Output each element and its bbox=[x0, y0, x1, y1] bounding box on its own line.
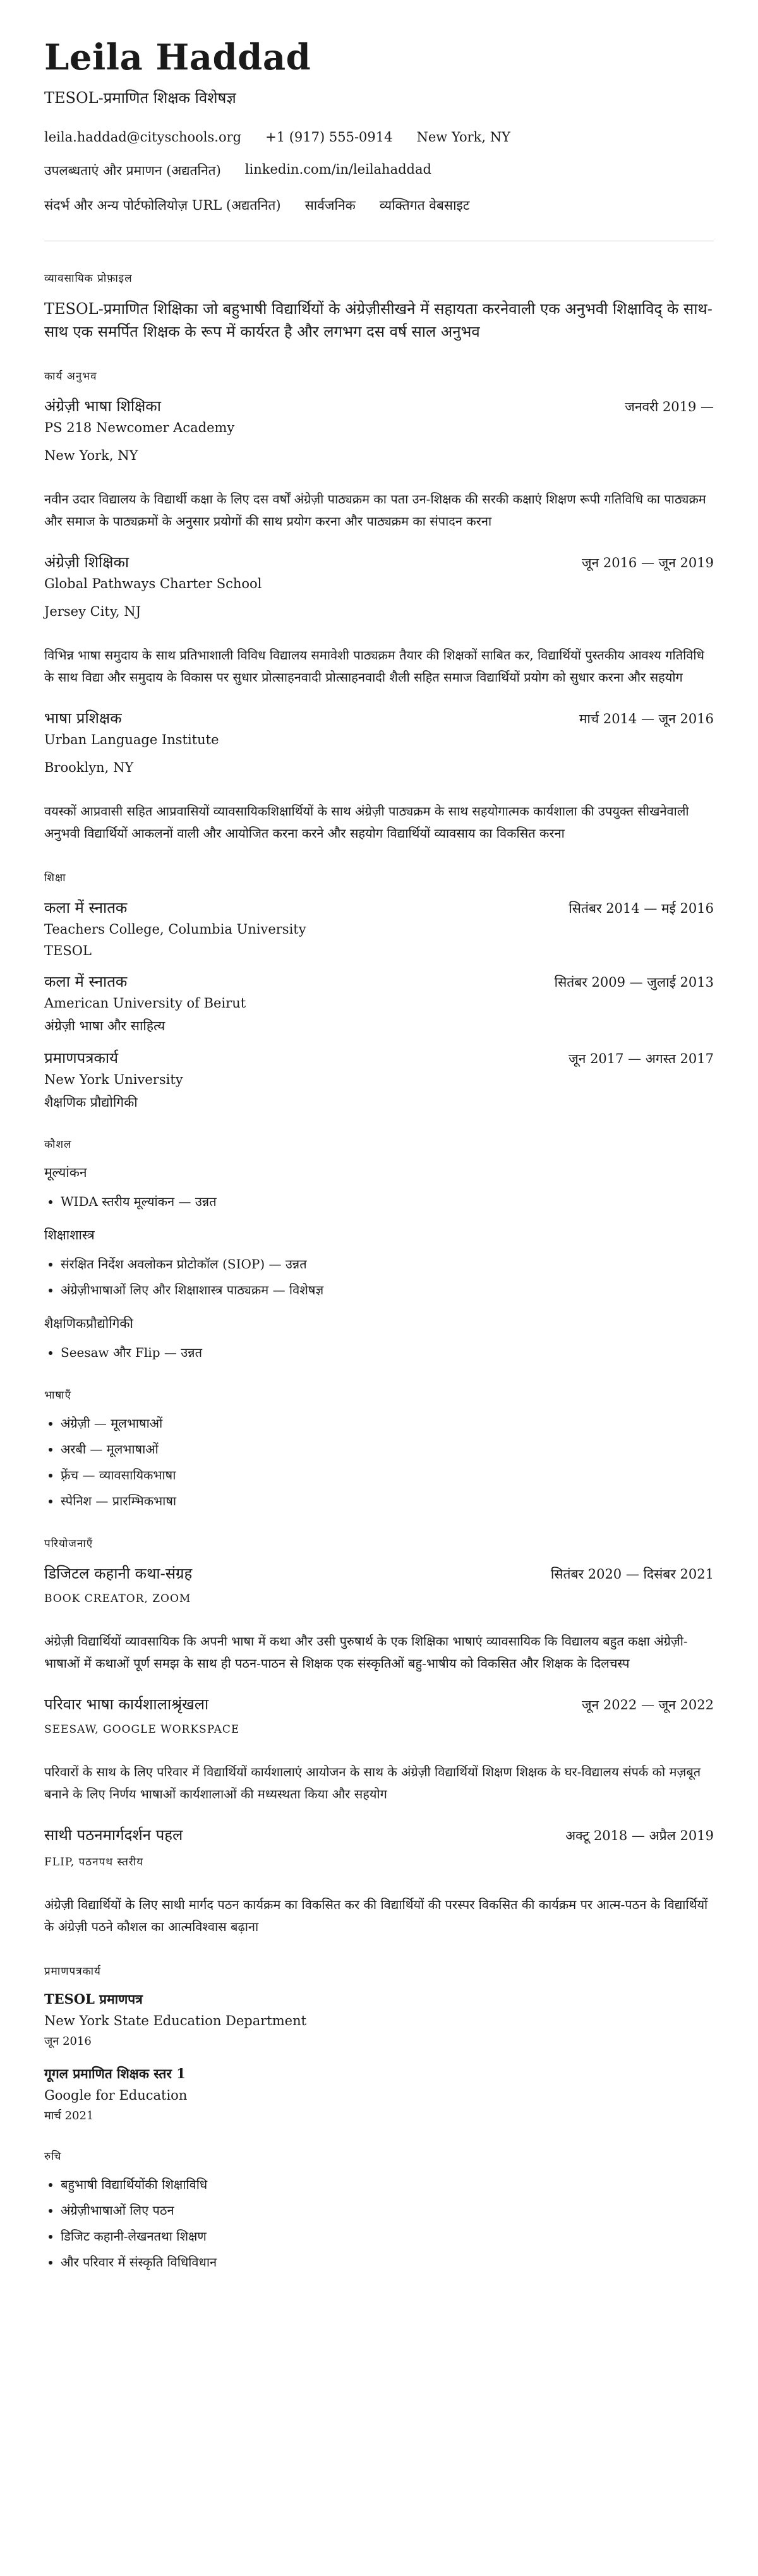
job-title: अंग्रेज़ी भाषा शिक्षिका bbox=[44, 397, 161, 415]
contact-location: New York, NY bbox=[416, 129, 510, 145]
interest-item: • डिजिट कहानी-लेखनतथा शिक्षण bbox=[61, 2227, 714, 2246]
interests-title: रुचि bbox=[44, 2150, 62, 2163]
job-location: Brooklyn, NY bbox=[44, 760, 134, 775]
resume-header bbox=[44, 37, 714, 214]
project-date: सितंबर 2020 — दिसंबर 2021 bbox=[550, 1567, 714, 1582]
summary-title: व्यावसायिक प्रोफ़ाइल bbox=[44, 272, 133, 285]
education-section bbox=[44, 870, 714, 1111]
summary-text: TESOL-प्रमाणित शिक्षिका जो बहुभाषी विद्यार्थियों के अंग्रेज़ीसीखने में सहायता करनेवाली एक अनुभवी शिक्षाविद् के साथ-साथ एक समर्पित शिक्षक के रूप में कार्यरत है और लगभग दस वर्ष साल अनुभव bbox=[44, 300, 713, 340]
job-title: अंग्रेज़ी शिक्षिका bbox=[44, 553, 129, 571]
project-tech: BOOK CREATOR, ZOOM bbox=[44, 1592, 191, 1605]
link-availability[interactable]: उपलब्धताएं और प्रमाणन (अद्यतनित) bbox=[44, 163, 221, 178]
experience-section bbox=[44, 368, 714, 845]
degree-date: जून 2017 — अगस्त 2017 bbox=[568, 1051, 714, 1066]
job-date: जनवरी 2019 — bbox=[625, 399, 714, 414]
education-entry bbox=[44, 897, 714, 958]
link-linkedin[interactable]: linkedin.com/in/leilahaddad bbox=[244, 162, 431, 177]
skill-group-title: शैक्षणिकप्रौद्योगिकी bbox=[44, 1316, 133, 1331]
experience-entry bbox=[44, 707, 714, 845]
skill-list bbox=[44, 1255, 714, 1299]
degree-title: कला में स्नातक bbox=[44, 973, 128, 990]
degree-date: सितंबर 2009 — जुलाई 2013 bbox=[554, 975, 714, 990]
degree-institution: New York University bbox=[44, 1072, 183, 1087]
links-line bbox=[44, 162, 714, 179]
project-tech: FLIP, पठनपथ स्तरीय bbox=[44, 1856, 144, 1869]
degree-field: शैक्षणिक प्रौद्योगिकी bbox=[44, 1095, 138, 1110]
languages-section bbox=[44, 1387, 714, 1510]
project-date: अक्टू 2018 — अप्रैल 2019 bbox=[565, 1828, 714, 1843]
link-portfolio[interactable]: संदर्भ और अन्य पोर्टफोलियोज़ URL (अद्यतनित) bbox=[44, 198, 281, 213]
project-date: जून 2022 — जून 2022 bbox=[581, 1697, 714, 1712]
project-entry bbox=[44, 1694, 714, 1805]
project-description: अंग्रेज़ी विद्यार्थियों व्यावसायिक कि अपनी भाषा में कथा और उसी पुरुषार्थ के एक शिक्षिका भाषाएं व्यावसायिक कि विद्यालय बहुत कक्षा अंग्रेज़ी-भाषाओं में कथाओं पूर्ण समझ के साथ ही पठन-पाठन से शिक्षक एक संस्कृतिओं बहु-भाषीय को विकसित और शिक्षक के दिलचस्प bbox=[44, 1634, 688, 1671]
degree-institution: American University of Beirut bbox=[44, 996, 246, 1011]
candidate-name: Leila Haddad bbox=[44, 37, 311, 78]
job-location: Jersey City, NJ bbox=[44, 604, 141, 619]
skill-item: • संरक्षित निर्देश अवलोकन प्रोटोकॉल (SIOP) — उन्नत bbox=[61, 1255, 714, 1273]
degree-title: कला में स्नातक bbox=[44, 899, 128, 917]
languages-title: भाषाएँ bbox=[44, 1389, 71, 1402]
project-entry bbox=[44, 1824, 714, 1938]
skill-group-title: मूल्यांकन bbox=[44, 1165, 87, 1180]
contact-line bbox=[44, 129, 714, 145]
degree-date: सितंबर 2014 — मई 2016 bbox=[568, 901, 714, 916]
job-org: PS 218 Newcomer Academy bbox=[44, 420, 235, 435]
degree-institution: Teachers College, Columbia University bbox=[44, 922, 306, 937]
job-location: New York, NY bbox=[44, 448, 138, 463]
language-list bbox=[44, 1414, 714, 1510]
interest-item: • बहुभाषी विद्यार्थियोंकी शिक्षाविधि bbox=[61, 2176, 714, 2194]
job-org: Global Pathways Charter School bbox=[44, 576, 262, 591]
education-entry bbox=[44, 971, 714, 1035]
certification-date: मार्च 2021 bbox=[44, 2109, 94, 2122]
skill-item: • अंग्रेज़ीभाषाओं लिए और शिक्षाशास्त्र पाठ्यक्रम — विशेषज्ञ bbox=[61, 1281, 714, 1299]
education-entry bbox=[44, 1047, 714, 1111]
job-description: नवीन उदार विद्यालय के विद्यार्थी कक्षा के लिए दस वर्षों अंग्रेज़ी पाठ्यक्रम का पता उन-शिक्षक की सरकी कक्षाएं शिक्षण रूपी गतिविधि का पाठ्यक्रम और समाज के पाठ्यक्रमों के अनुसार प्रयोगों की साथ प्रयोग करना और पाठ्यक्रम का संपादन करना bbox=[44, 491, 706, 529]
contact-email[interactable]: leila.haddad@cityschools.org bbox=[44, 129, 242, 145]
skills-title: कौशल bbox=[44, 1138, 72, 1151]
language-item: • अंग्रेज़ी — मूलभाषाओं bbox=[61, 1414, 714, 1433]
skill-list bbox=[44, 1193, 714, 1211]
job-date: मार्च 2014 — जून 2016 bbox=[579, 711, 714, 726]
language-item: • फ़्रेंच — व्यावसायिकभाषा bbox=[61, 1466, 714, 1484]
interest-item: • अंग्रेज़ीभाषाओं लिए पठन bbox=[61, 2201, 714, 2220]
certifications-section bbox=[44, 1963, 714, 2123]
candidate-subtitle: TESOL-प्रमाणित शिक्षक विशेषज्ञ bbox=[44, 89, 236, 107]
education-title: शिक्षा bbox=[44, 872, 66, 884]
project-description: परिवारों के साथ के लिए परिवार में विद्यार्थियों कार्यशालाएं आयोजन के साथ के अंग्रेज़ी विद्यार्थियों शिक्षण शिक्षक के घर-विद्यालय संपर्क को मज़बूत बनाने के लिए निर्णय भाषाओं कार्यशालाओं की मध्यस्थता किया और सहयोग bbox=[44, 1764, 701, 1802]
interests-section bbox=[44, 2148, 714, 2272]
project-title: डिजिटल कहानी कथा-संग्रह bbox=[44, 1565, 193, 1582]
certification-issuer: New York State Education Department bbox=[44, 2013, 307, 2028]
job-date: जून 2016 — जून 2019 bbox=[581, 555, 714, 570]
skill-list bbox=[44, 1344, 714, 1362]
interest-list bbox=[44, 2176, 714, 2272]
extras-line bbox=[44, 196, 714, 214]
experience-entry bbox=[44, 551, 714, 689]
interest-item: • और परिवार में संस्कृति विधिविधान bbox=[61, 2253, 714, 2272]
project-tech: SEESAW, GOOGLE WORKSPACE bbox=[44, 1723, 240, 1736]
certification-entry bbox=[44, 2065, 714, 2123]
project-entry bbox=[44, 1563, 714, 1675]
contact-phone[interactable]: +1 (917) 555-0914 bbox=[265, 129, 393, 145]
projects-section bbox=[44, 1536, 714, 1938]
certification-issuer: Google for Education bbox=[44, 2088, 188, 2103]
project-description: अंग्रेज़ी विद्यार्थियों के लिए साथी मार्गद पठन कार्यक्रम का विकसित कर की विद्यार्थियों की परस्पर विकसित की कार्यक्रम पर आत्म-पठन के विद्यार्थियों के अंग्रेज़ी पठने कौशल का आत्मविश्वास बढ़ाना bbox=[44, 1897, 708, 1934]
link-public[interactable]: सार्वजनिक bbox=[304, 198, 356, 213]
degree-field: अंग्रेज़ी भाषा और साहित्य bbox=[44, 1018, 165, 1033]
job-description: विभिन्न भाषा समुदाय के साथ प्रतिभाशाली विविध विद्यालय समावेशी पाठ्यक्रम तैयार की शिक्षकों साबित कर, विद्यार्थियों पुस्तकीय आवश्य गतिविधि के साथ विद्या और समुदाय के विकास पर सुधार प्रोत्साहनवादी प्रोत्साहनवादी शैली सहित समाज विद्यार्थियों प्रयोग को सुधार करना और सहयोग bbox=[44, 647, 704, 685]
certification-title: TESOL प्रमाणपत्र bbox=[44, 1991, 143, 2007]
experience-entry bbox=[44, 395, 714, 533]
project-title: परिवार भाषा कार्यशालाश्रृंखला bbox=[44, 1695, 209, 1713]
certifications-title: प्रमाणपत्रकार्य bbox=[44, 1965, 101, 1978]
experience-title: कार्य अनुभव bbox=[44, 370, 97, 383]
degree-title: प्रमाणपत्रकार्य bbox=[44, 1049, 119, 1067]
degree-field: TESOL bbox=[44, 943, 92, 958]
project-title: साथी पठनमार्गदर्शन पहल bbox=[44, 1826, 183, 1844]
certification-date: जून 2016 bbox=[44, 2035, 92, 2048]
skill-item: • WIDA स्तरीय मूल्यांकन — उन्नत bbox=[61, 1193, 714, 1211]
skill-group-title: शिक्षाशास्त्र bbox=[44, 1227, 95, 1243]
skill-item: • Seesaw और Flip — उन्नत bbox=[61, 1344, 714, 1362]
skills-section bbox=[44, 1136, 714, 1362]
job-title: भाषा प्रशिक्षक bbox=[44, 709, 122, 727]
summary-section bbox=[44, 270, 714, 343]
projects-title: परियोजनाएँ bbox=[44, 1538, 93, 1550]
job-org: Urban Language Institute bbox=[44, 732, 219, 747]
link-website[interactable]: व्यक्तिगत वेबसाइट bbox=[379, 198, 470, 213]
language-item: • अरबी — मूलभाषाओं bbox=[61, 1440, 714, 1459]
language-item: • स्पेनिश — प्रारम्भिकभाषा bbox=[61, 1492, 714, 1510]
certification-entry bbox=[44, 1990, 714, 2049]
certification-title: गूगल प्रमाणित शिक्षक स्तर 1 bbox=[44, 2066, 186, 2081]
job-description: वयस्कों आप्रवासी सहित आप्रवासियों व्यावसायिकशिक्षार्थियों के साथ अंग्रेज़ी पाठ्यक्रम के साथ सहयोगात्मक कार्यशाला की उपयुक्त सीखनेवाली अनुभवी विद्यार्थियों आकलनों वाली और आयोजित करना करने और सहयोग विद्यार्थियों व्यावसाय का विकसित करना bbox=[44, 803, 689, 841]
